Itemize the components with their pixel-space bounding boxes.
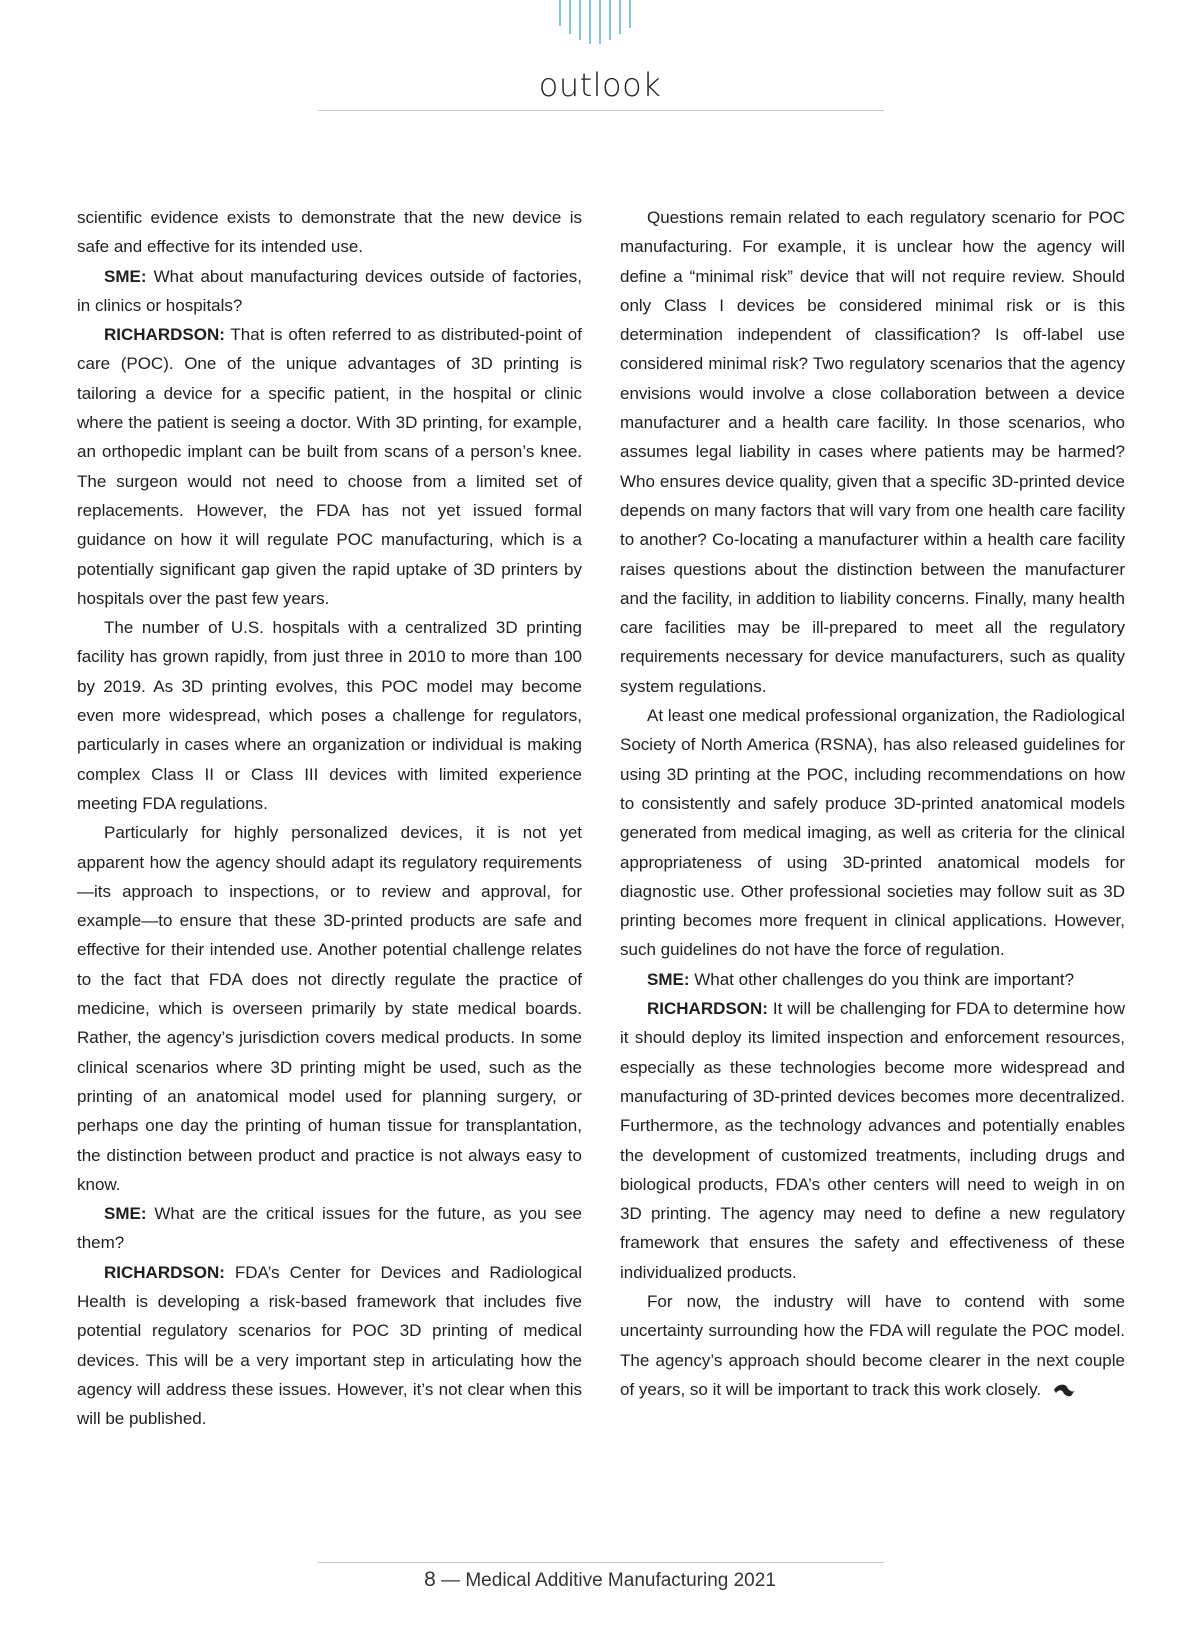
paragraph: scientific evidence exists to demonstrate that the new device is safe and effective for its intended use. bbox=[77, 208, 582, 257]
footer-divider bbox=[318, 1562, 884, 1563]
speaker-label: SME: bbox=[647, 969, 690, 989]
footer-separator: — bbox=[441, 1570, 461, 1591]
speaker-label: RICHARDSON: bbox=[647, 999, 768, 1019]
right-column bbox=[620, 203, 1125, 1404]
paragraph: The number of U.S. hospitals with a centralized 3D printing facility has grown rapidly, from just three in 2010 to more than 100 by 2019. As 3D printing evolves, this POC model may become even more widespread, which poses a challenge for regulators, particularly in cases where an organization or individual is making complex Class II or Class III devices with limited experience meeting FDA regulations. bbox=[77, 618, 582, 813]
paragraph: SME: What about manufacturing devices outside of factories, in clinics or hospitals? bbox=[77, 266, 582, 315]
paragraph: RICHARDSON: FDA’s Center for Devices and Radiological Health is developing a risk-based framework that includes five potential regulatory scenarios for POC 3D printing of medical devices. This will be a very important step in articulating how the agency will address these issues. However, it’s not clear when this will be published. bbox=[77, 1262, 582, 1429]
paragraph: SME: What are the critical issues for the future, as you see them? bbox=[77, 1204, 582, 1253]
end-of-article-icon bbox=[1051, 1382, 1077, 1398]
publication-name: Medical Additive Manufacturing 2021 bbox=[465, 1570, 776, 1591]
paragraph: RICHARDSON: That is often referred to as distributed-point of care (POC). One of the unique advantages of 3D printing is tailoring a device for a specific patient, in the hospital or clinic where the patient is seeing a doctor. With 3D printing, for example, an orthopedic implant can be built from scans of a person’s knee. The surgeon would not need to choose from a limited set of replacements. However, the FDA has not yet issued formal guidance on how it will regulate POC manufacturing, which is a potentially significant gap given the rapid uptake of 3D printers by hospitals over the past few years. bbox=[77, 325, 582, 608]
speaker-label: RICHARDSON: bbox=[104, 1262, 225, 1282]
speaker-label: SME: bbox=[104, 266, 147, 286]
paragraph: Questions remain related to each regulatory scenario for POC manufacturing. For example, it is unclear how the agency will define a “minimal risk” device that will not require review. Should only Class I devices be considered minimal risk or is this determination independent of classification? Is off-label use considered minimal risk? Two regulatory scenarios that the agency envisions would involve a close collaboration between a device manufacturer and a health care facility. In those scenarios, who assumes legal liability in cases where patients may be harmed? Who ensures device quality, given that a specific 3D-printed device depends on many factors that will vary from one health care facility to another? Co-locating a manufacturer within a health care facility raises questions about the distinction between the manufacturer and the facility, in addition to liability concerns. Finally, many health care facilities may be ill-prepared to meet all the regulatory requirements necessary for device manufacturers, such as quality system regulations. bbox=[620, 208, 1125, 696]
paragraph: Particularly for highly personalized devices, it is not yet apparent how the agency should adapt its regulatory requirements—its approach to inspections, or to review and approval, for example—to ensure that these 3D-printed products are safe and effective for their intended use. Another potential challenge relates to the fact that FDA does not directly regulate the practice of medicine, which is overseen primarily by state medical boards. Rather, the agency’s jurisdiction covers medical products. In some clinical scenarios where 3D printing might be used, such as the printing of an anatomical model used for planning surgery, or perhaps one day the printing of human tissue for transplantation, the distinction between product and practice is not always easy to know. bbox=[77, 823, 582, 1194]
header-divider bbox=[318, 110, 884, 111]
paragraph: SME: What other challenges do you think are important? bbox=[647, 969, 1075, 989]
paragraph: For now, the industry will have to contend with some uncertainty surrounding how the FDA will regulate the POC model. The agency’s approach should become clearer in the next couple of years, so it will be important to track this work closely. bbox=[620, 1291, 1125, 1399]
speaker-label: SME: bbox=[104, 1204, 147, 1224]
paragraph: RICHARDSON: It will be challenging for FDA to determine how it should deploy its limited inspection and enforcement resources, especially as these technologies become more widespread and manufacturing of 3D-printed devices becomes more decentralized. Furthermore, as the technology advances and potentially enables the development of customized treatments, including drugs and biological products, FDA’s other centers will need to weigh in on 3D printing. The agency may need to define a new regulatory framework that ensures the safety and effectiveness of these individualized products. bbox=[620, 999, 1125, 1282]
speaker-label: RICHARDSON: bbox=[104, 325, 225, 345]
page-number: 8 bbox=[424, 1568, 436, 1591]
paragraph: At least one medical professional organization, the Radiological Society of North America (RSNA), has also released guidelines for using 3D printing at the POC, including recommendations on how to consistently and safely produce 3D-printed anatomical models generated from medical imaging, as well as criteria for the clinical appropriateness of using 3D-printed anatomical models for diagnostic use. Other professional societies may follow suit as 3D printing becomes more frequent in clinical applications. However, such guidelines do not have the force of regulation. bbox=[620, 706, 1125, 960]
left-column bbox=[77, 203, 582, 1433]
section-title: outlook bbox=[538, 66, 662, 104]
header-stripes-decoration bbox=[558, 0, 640, 48]
page-footer bbox=[0, 1568, 1200, 1592]
